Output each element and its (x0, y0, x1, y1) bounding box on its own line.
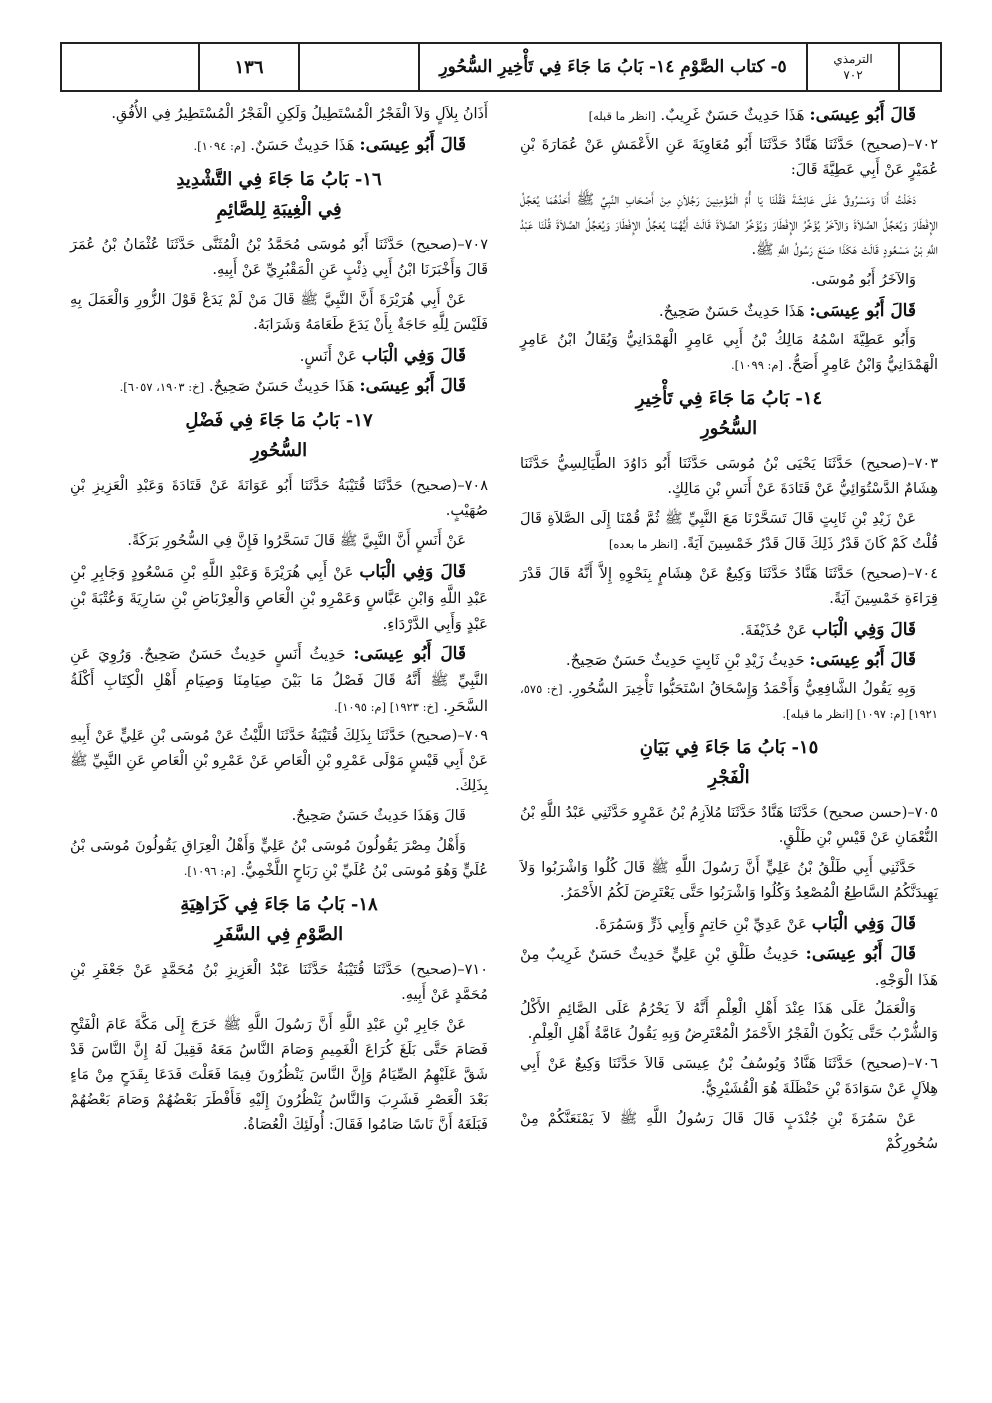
hadith-text (520, 997, 938, 1047)
paragraph-text: قَالَ وَهَذَا حَدِيثٌ حَسَنٌ صَحِيحٌ. (291, 808, 466, 824)
chapter-heading-line: ١٦- بَابُ مَا جَاءَ فِي التَّشْدِيدِ (176, 169, 382, 190)
source-reference: [م: ١٠٩٩]. (731, 358, 784, 372)
paragraph-text: وَأَهْلُ مِصْرَ يَقُولُونَ مُوسَى بْنُ عَلِيٍّ وَأَهْلُ الْعِرَاقِ يَقُولُونَ مُوسَى بْنُ عُلَيٍّ وَهُوَ مُوسَى بْنُ عُلَيِّ بْنِ رَبَاحٍ اللَّخْمِيُّ. (70, 838, 488, 879)
commentary-label: قَالَ أَبُو عِيسَى: (809, 650, 916, 670)
source-reference: [خ: ١٩٢٣] [م: ١٠٩٥]. (334, 700, 439, 714)
source-reference: [انظر ما قبله] (588, 109, 656, 123)
hadith-isnad (520, 1052, 938, 1102)
hadith-isnad (70, 474, 488, 524)
chapter-heading (70, 406, 488, 466)
header-book-name: الترمذي (833, 52, 873, 66)
hadith-text (520, 1107, 938, 1157)
commentary-label: قَالَ أَبُو عِيسَى: (805, 944, 916, 964)
commentary-paragraph (70, 641, 488, 720)
hadith-text (70, 529, 488, 554)
paragraph-text: عَنْ أَبِي هُرَيْرَةَ أَنَّ النَّبِيَّ ﷺ قَالَ مَنْ لَمْ يَدَعْ قَوْلَ الزُّورِ وَالْعَمَلَ بِهِ فَلَيْسَ لِلَّهِ حَاجَةٌ بِأَنْ يَدَعَ طَعَامَهُ وَشَرَابَهُ. (70, 292, 488, 333)
commentary-label: قَالَ وَفِي الْبَاب (811, 914, 916, 934)
commentary-text: هَذَا حَدِيثٌ حَسَنٌ صَحِيحٌ. (204, 377, 360, 395)
commentary-text: عَنْ أَنَسٍ. (299, 347, 362, 365)
chapter-heading-line: السُّحُورِ (700, 418, 758, 439)
right-text-column (520, 102, 938, 1162)
paragraph-text: ٧٠٣–(صحيح) حَدَّثَنَا يَحْيَى بْنُ مُوسَى حَدَّثَنَا أَبُو دَاوُدَ الطَّيَالِسِيُّ حَدَّثَنَا هِشَامٌ الدَّسْتُوَائِيُّ عَنْ قَتَادَةَ عَنْ أَنَسِ بْنِ مَالِكٍ. (520, 456, 938, 497)
hadith-text (520, 507, 938, 557)
hadith-text (520, 856, 938, 906)
hadith-text (70, 834, 488, 884)
chapter-heading-line: ١٨- بَابُ مَا جَاءَ فِي كَرَاهِيَةِ (180, 894, 378, 915)
hadith-isnad (520, 562, 938, 612)
hadith-isnad (520, 452, 938, 502)
hadith-isnad (520, 133, 938, 183)
hadith-isnad (70, 724, 488, 799)
header-reference-cell (806, 44, 898, 90)
header-title: ٥- كتاب الصَّوْمِ ١٤- بَابُ مَا جَاءَ فِي تَأْخِيرِ السُّحُورِ (418, 44, 806, 90)
commentary-paragraph (520, 298, 938, 324)
commentary-text: عَنْ أَبِي هُرَيْرَةَ وَعَبْدِ اللَّهِ بْنِ مَسْعُودٍ وَجَابِرِ بْنِ عَبْدِ اللَّهِ وَابْنِ عَبَّاسٍ وَعَمْرِو بْنِ الْعَاصِ وَالْعِرْبَاضِ بْنِ سَارِيَةَ وَعُتْبَةَ بْنِ عَبْدٍ وَأَبِي الدَّرْدَاءِ. (70, 563, 488, 633)
paragraph-text: دَخَلْتُ أَنَا وَمَسْرُوقٌ عَلَى عَائِشَةَ فَقُلْنَا يَا أُمَّ الْمُؤْمِنِينَ رَجُلاَنِ مِنْ أَصْحَابِ النَّبِيِّ ﷺ أَحَدُهُمَا يُعَجِّلُ الإِفْطَارَ وَيُعَجِّلُ الصَّلاَةَ وَالآخَرُ يُؤَخِّرُ الإِفْطَارَ وَيُؤَخِّرُ الصَّلاَةَ قَالَتْ أَيُّهُمَا يُعَجِّلُ الإِفْطَارَ وَيُعَجِّلُ الصَّلاَةَ قُلْنَا عَبْدُ اللَّهِ بْنُ مَسْعُودٍ قَالَتْ هَكَذَا صَنَعَ رَسُولُ اللَّهِ ﷺ. (520, 192, 938, 258)
hadith-text (70, 288, 488, 338)
commentary-paragraph (70, 373, 488, 400)
paragraph-text: وَأَبُو عَطِيَّةَ اسْمُهُ مَالِكُ بْنُ أَبِي عَامِرٍ الْهَمْدَانِيُّ وَيُقَالُ ابْنُ عَامِرٍ الْهَمْدَانِيُّ وَابْنُ عَامِرٍ أَصَحُّ. (520, 332, 938, 373)
commentary-label: قَالَ وَفِي الْبَاب (361, 346, 466, 366)
commentary-paragraph (520, 647, 938, 673)
paragraph-text: ٧٠٢–(صحيح) حَدَّثَنَا هَنَّادٌ حَدَّثَنَا أَبُو مُعَاوِيَةَ عَنِ الأَعْمَشِ عَنْ عُمَارَةَ بْنِ عُمَيْرٍ عَنْ أَبِي عَطِيَّةَ قَالَ: (520, 137, 938, 178)
source-reference: [خ: ٥٧٥، ١٩٢١] [م: ١٠٩٧] [انظر ما قبله]. (520, 682, 938, 721)
hadith-isnad (70, 102, 488, 127)
paragraph-text: وَبِهِ يَقُولُ الشَّافِعِيُّ وَأَحْمَدُ وَإِسْحَاقُ اسْتَحَبُّوا تَأْخِيرَ السُّحُورِ. (562, 681, 916, 697)
paragraph-text: ٧٠٦–(صحيح) حَدَّثَنَا هَنَّادٌ وَيُوسُفُ بْنُ عِيسَى قَالاَ حَدَّثَنَا وَكِيعٌ عَنْ أَبِي هِلاَلٍ عَنْ سَوَادَةَ بْنِ حَنْظَلَةَ هُوَ الْقُشَيْرِيُّ. (520, 1056, 938, 1097)
source-reference: [م: ١٠٩٦]. (183, 864, 236, 878)
hadith-text (520, 268, 938, 293)
commentary-paragraph (520, 911, 938, 937)
paragraph-text: ٧٠٥–(حسن صحيح) حَدَّثَنَا هَنَّادٌ حَدَّثَنَا مُلاَزِمُ بْنُ عَمْرٍو حَدَّثَنِي عَبْدُ اللَّهِ بْنُ النُّعْمَانِ عَنْ قَيْسِ بْنِ طَلْقٍ. (520, 805, 938, 846)
hadith-text (70, 804, 488, 829)
header-blank-cell (62, 44, 198, 90)
source-reference: [انظر ما بعده] (608, 537, 678, 551)
commentary-paragraph (520, 941, 938, 993)
chapter-heading-line: ١٧- بَابُ مَا جَاءَ فِي فَضْلِ (185, 410, 373, 431)
header-blank-cell (898, 44, 940, 90)
commentary-text: حَدِيثُ زَيْدِ بْنِ ثَابِتٍ حَدِيثٌ حَسَنٌ صَحِيحٌ. (565, 651, 810, 669)
paragraph-text: عَنْ جَابِرِ بْنِ عَبْدِ اللَّهِ أَنَّ رَسُولَ اللَّهِ ﷺ خَرَجَ إِلَى مَكَّةَ عَامَ الْفَتْحِ فَصَامَ حَتَّى بَلَغَ كُرَاعَ الْغَمِيمِ وَصَامَ النَّاسُ مَعَهُ فَقِيلَ لَهُ إِنَّ النَّاسَ قَدْ شَقَّ عَلَيْهِمُ الصِّيَامُ وَإِنَّ النَّاسَ يَنْظُرُونَ فِيمَا فَعَلْتَ فَدَعَا بِقَدَحٍ مِنْ مَاءٍ بَعْدَ الْعَصْرِ فَشَرِبَ وَالنَّاسُ يَنْظُرُونَ إِلَيْهِ فَأَفْطَرَ بَعْضُهُمْ وَصَامَ بَعْضُهُمْ فَبَلَغَهُ أَنَّ نَاسًا صَامُوا فَقَالَ: أُولَئِكَ الْعُصَاةُ. (70, 1017, 488, 1133)
paragraph-text: ٧٠٨–(صحيح) حَدَّثَنَا قُتَيْبَةُ حَدَّثَنَا أَبُو عَوَانَةَ عَنْ قَتَادَةَ وَعَبْدِ الْعَزِيزِ بْنِ صُهَيْبٍ. (70, 478, 488, 519)
commentary-label: قَالَ وَفِي الْبَاب (359, 562, 466, 582)
chapter-heading (70, 165, 488, 225)
commentary-paragraph (70, 559, 488, 637)
chapter-heading-line: فِي الْغِيبَةِ لِلصَّائِمِ (216, 199, 342, 220)
hadith-text (520, 188, 938, 263)
commentary-paragraph (520, 102, 938, 129)
paragraph-text: عَنْ زَيْدِ بْنِ ثَابِتٍ قَالَ تَسَحَّرْنَا مَعَ النَّبِيِّ ﷺ ثُمَّ قُمْنَا إِلَى الصَّلاَةِ قَالَ قُلْتُ كَمْ كَانَ قَدْرُ ذَلِكَ قَالَ قَدْرُ خَمْسِينَ آيَةً. (520, 511, 938, 552)
hadith-text (70, 1013, 488, 1138)
commentary-label: قَالَ أَبُو عِيسَى: (359, 376, 466, 396)
commentary-label: قَالَ أَبُو عِيسَى: (809, 301, 916, 321)
page-number: ١٣٦ (198, 44, 298, 90)
hadith-text (520, 677, 938, 727)
paragraph-text: ٧١٠–(صحيح) حَدَّثَنَا قُتَيْبَةُ حَدَّثَنَا عَبْدُ الْعَزِيزِ بْنُ مُحَمَّدٍ عَنْ جَعْفَرِ بْنِ مُحَمَّدٍ عَنْ أَبِيهِ. (70, 962, 488, 1003)
commentary-paragraph (70, 343, 488, 369)
commentary-text: هَذَا حَدِيثٌ حَسَنٌ غَرِيبٌ. (655, 106, 810, 124)
commentary-label: قَالَ أَبُو عِيسَى: (353, 644, 466, 664)
hadith-isnad (520, 801, 938, 851)
hadith-text (520, 328, 938, 378)
chapter-heading (520, 733, 938, 793)
commentary-label: قَالَ أَبُو عِيسَى: (809, 105, 916, 125)
source-reference: [خ: ١٩٠٣، ٦٠٥٧]. (119, 380, 205, 394)
chapter-heading-line: الصَّوْمِ فِي السَّفَرِ (214, 924, 344, 945)
chapter-heading (70, 890, 488, 950)
commentary-text: هَذَا حَدِيثٌ حَسَنٌ صَحِيحٌ. (658, 302, 810, 320)
hadith-isnad (70, 958, 488, 1008)
hadith-isnad (70, 233, 488, 283)
chapter-heading (520, 384, 938, 444)
commentary-paragraph (70, 132, 488, 159)
paragraph-text: ٧٠٤–(صحيح) حَدَّثَنَا هَنَّادٌ حَدَّثَنَا وَكِيعٌ عَنْ هِشَامٍ بِنَحْوِهِ إِلاَّ أَنَّهُ قَالَ قَدْرَ قِرَاءَةِ خَمْسِينَ آيَةً. (520, 566, 938, 607)
paragraph-text: عَنْ سَمُرَةَ بْنِ جُنْدَبٍ قَالَ قَالَ رَسُولُ اللَّهِ ﷺ لاَ يَمْنَعَنَّكُمْ مِنْ سُحُورِكُمْ (520, 1111, 938, 1152)
paragraph-text: وَالْعَمَلُ عَلَى هَذَا عِنْدَ أَهْلِ الْعِلْمِ أَنَّهُ لاَ يَحْرُمُ عَلَى الصَّائِمِ الأَكْلُ وَالشُّرْبُ حَتَّى يَكُونَ الْفَجْرُ الأَحْمَرُ الْمُعْتَرِضُ وَبِهِ يَقُولُ عَامَّةُ أَهْلِ الْعِلْمِ. (520, 1001, 938, 1042)
chapter-heading-line: ١٤- بَابُ مَا جَاءَ فِي تَأْخِيرِ (635, 388, 823, 409)
paragraph-text: عَنْ أَنَسٍ أَنَّ النَّبِيَّ ﷺ قَالَ تَسَحَّرُوا فَإِنَّ فِي السُّحُورِ بَرَكَةً. (127, 533, 466, 549)
paragraph-text: ٧٠٧–(صحيح) حَدَّثَنَا أَبُو مُوسَى مُحَمَّدُ بْنُ الْمُثَنَّى حَدَّثَنَا عُثْمَانُ بْنُ عُمَرَ قَالَ وَأَخْبَرَنَا ابْنُ أَبِي ذِئْبٍ عَنِ الْمَقْبُرِيِّ عَنْ أَبِيهِ. (70, 237, 488, 278)
commentary-text: حَدِيثُ طَلْقِ بْنِ عَلِيٍّ حَدِيثٌ حَسَنٌ غَرِيبٌ مِنْ هَذَا الْوَجْهِ. (520, 945, 938, 989)
chapter-heading-line: السُّحُورِ (250, 440, 308, 461)
header-blank-cell (298, 44, 418, 90)
paragraph-text: أَذَانُ بِلاَلٍ وَلاَ الْفَجْرُ الْمُسْتَطِيلُ وَلَكِنِ الْفَجْرُ الْمُسْتَطِيرُ فِي الأُفُقِ. (111, 106, 488, 122)
page-header (60, 42, 942, 92)
source-reference: [م: ١٠٩٤]. (193, 139, 246, 153)
commentary-paragraph (520, 617, 938, 643)
commentary-text: هَذَا حَدِيثٌ حَسَنٌ. (245, 136, 360, 154)
paragraph-text: ٧٠٩–(صحيح) حَدَّثَنَا بِذَلِكَ قُتَيْبَةُ حَدَّثَنَا اللَّيْثُ عَنْ مُوسَى بْنِ عَلِيٍّ عَنْ أَبِيهِ عَنْ أَبِي قَيْسٍ مَوْلَى عَمْرِو بْنِ الْعَاصِ عَنْ عَمْرِو بْنِ الْعَاصِ عَنِ النَّبِيِّ ﷺ بِذَلِكَ. (70, 728, 488, 794)
chapter-heading-line: ١٥- بَابُ مَا جَاءَ فِي بَيَانِ (639, 737, 819, 758)
left-text-column (70, 102, 488, 1143)
commentary-text: عَنْ عَدِيِّ بْنِ حَاتِمٍ وَأَبِي ذَرٍّ وَسَمُرَةَ. (594, 915, 812, 933)
commentary-text: حَدِيثُ أَنَسٍ حَدِيثٌ حَسَنٌ صَحِيحٌ. وَرُوِيَ عَنِ النَّبِيِّ ﷺ أَنَّهُ قَالَ فَصْلُ مَا بَيْنَ صِيَامِنَا وَصِيَامِ أَهْلِ الْكِتَابِ أَكْلَةُ السَّحَرِ. (70, 645, 488, 715)
header-hadith-number: ٧٠٢ (843, 68, 863, 82)
paragraph-text: حَدَّثَنِي أَبِي طَلْقُ بْنُ عَلِيٍّ أَنَّ رَسُولَ اللَّهِ ﷺ قَالَ كُلُوا وَاشْرَبُوا وَلاَ يَهِيدَنَّكُمُ السَّاطِعُ الْمُصْعِدُ وَكُلُوا وَاشْرَبُوا حَتَّى يَعْتَرِضَ لَكُمُ الأَحْمَرُ. (520, 860, 938, 901)
commentary-label: قَالَ أَبُو عِيسَى: (359, 135, 466, 155)
paragraph-text: وَالآخَرُ أَبُو مُوسَى. (810, 272, 916, 288)
commentary-text: عَنْ حُذَيْفَةَ. (740, 621, 812, 639)
commentary-label: قَالَ وَفِي الْبَاب (811, 620, 916, 640)
chapter-heading-line: الْفَجْرِ (708, 767, 750, 788)
